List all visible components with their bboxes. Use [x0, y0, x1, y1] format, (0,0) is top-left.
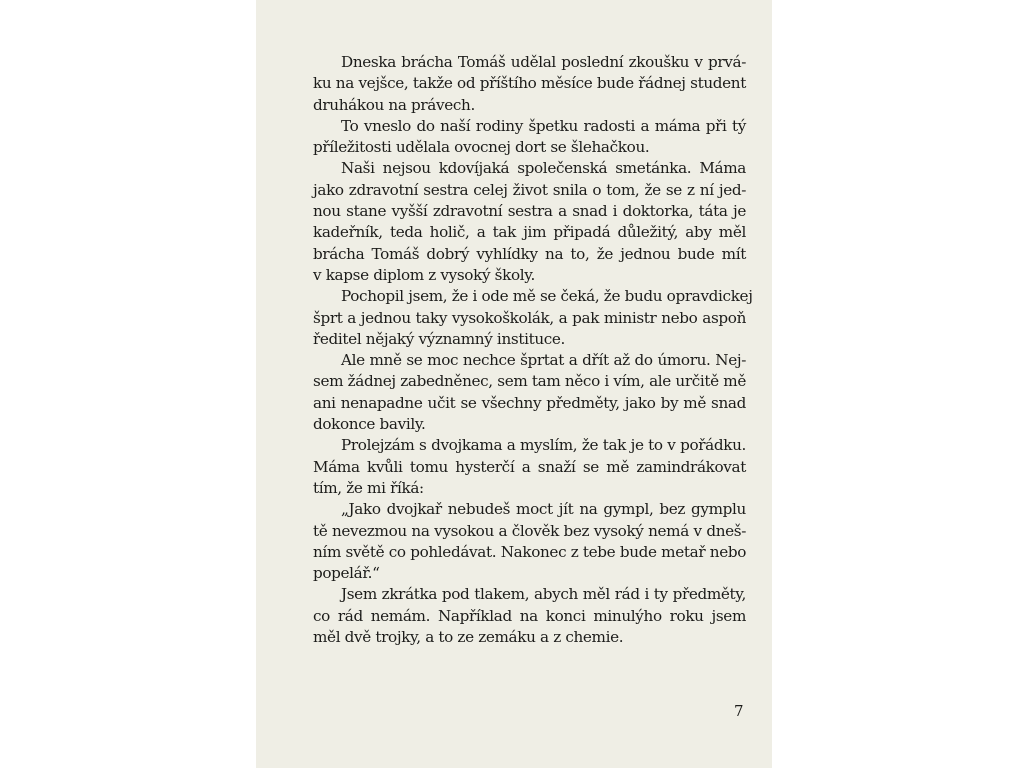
text-line: příležitosti udělala ovocnej dort se šlehačkou. [313, 138, 650, 157]
text-line: v kapse diplom z vysoký školy. [313, 265, 535, 284]
text-line: brácha Tomáš dobrý vyhlídky na to, že jednou bude mít [313, 244, 746, 263]
text-line: ku na vejšce, takže od příštího měsíce bude řádnej student [313, 74, 746, 93]
text-line: měl dvě trojky, a to ze zemáku a z chemie. [313, 628, 624, 647]
text-line: dokonce bavily. [313, 415, 426, 434]
paragraph [313, 116, 746, 159]
text-line: popelář.“ [313, 564, 380, 583]
text-line: Naši nejsou kdovíjaká společenská smetánka. Máma [341, 159, 746, 178]
text-line: ním světě co pohledávat. Nakonec z tebe bude metař nebo [313, 542, 746, 561]
text-line: jako zdravotní sestra celej život snila o tom, že se z ní jed- [313, 180, 746, 199]
text-line: co rád nemám. Například na konci minulýho roku jsem [313, 606, 746, 625]
text-line: Ale mně se moc nechce šprtat a dřít až do úmoru. Nej- [341, 351, 746, 370]
text-line: druhákou na právech. [313, 95, 475, 114]
page-number: 7 [734, 702, 744, 720]
text-line: ani nenapadne učit se všechny předměty, jako by mě snad [313, 393, 746, 412]
text-line: Dneska brácha Tomáš udělal poslední zkoušku v prvá- [341, 53, 746, 71]
text-line: „Jako dvojkař nebudeš moct jít na gympl, bez gymplu [341, 500, 746, 519]
text-line: To vneslo do naší rodiny špetku radosti a máma při tý [341, 116, 746, 135]
text-line: nou stane vyšší zdravotní sestra a snad i doktorka, táta je [313, 202, 746, 221]
text-line: Prolejzám s dvojkama a myslím, že tak je to v pořádku. [341, 436, 746, 455]
book-page [256, 0, 772, 768]
paragraph [313, 435, 746, 499]
text-line: Jsem zkrátka pod tlakem, abych měl rád i ty předměty, [341, 585, 746, 604]
text-line: kadeřník, teda holič, a tak jim připadá důležitý, aby měl [313, 223, 746, 242]
paragraph [313, 286, 753, 350]
text-line: sem žádnej zabedněnec, sem tam něco i vím, ale určitě mě [313, 372, 746, 391]
paragraph [313, 52, 746, 116]
body-text [313, 52, 753, 648]
text-line: Pochopil jsem, že i ode mě se čeká, že budu opravdickej [341, 287, 753, 306]
paragraph [313, 350, 746, 435]
text-line: Máma kvůli tomu hysterčí a snaží se mě zamindrákovat [313, 457, 746, 476]
quoted-paragraph [313, 499, 746, 584]
text-line: tě nevezmou na vysokou a člověk bez vysoký nemá v dneš- [313, 521, 746, 540]
paragraph [313, 584, 746, 648]
text-line: ředitel nějaký významný instituce. [313, 329, 566, 348]
paragraph [313, 158, 746, 286]
text-line: tím, že mi říká: [313, 478, 424, 497]
text-line: šprt a jednou taky vysokoškolák, a pak ministr nebo aspoň [313, 308, 746, 327]
